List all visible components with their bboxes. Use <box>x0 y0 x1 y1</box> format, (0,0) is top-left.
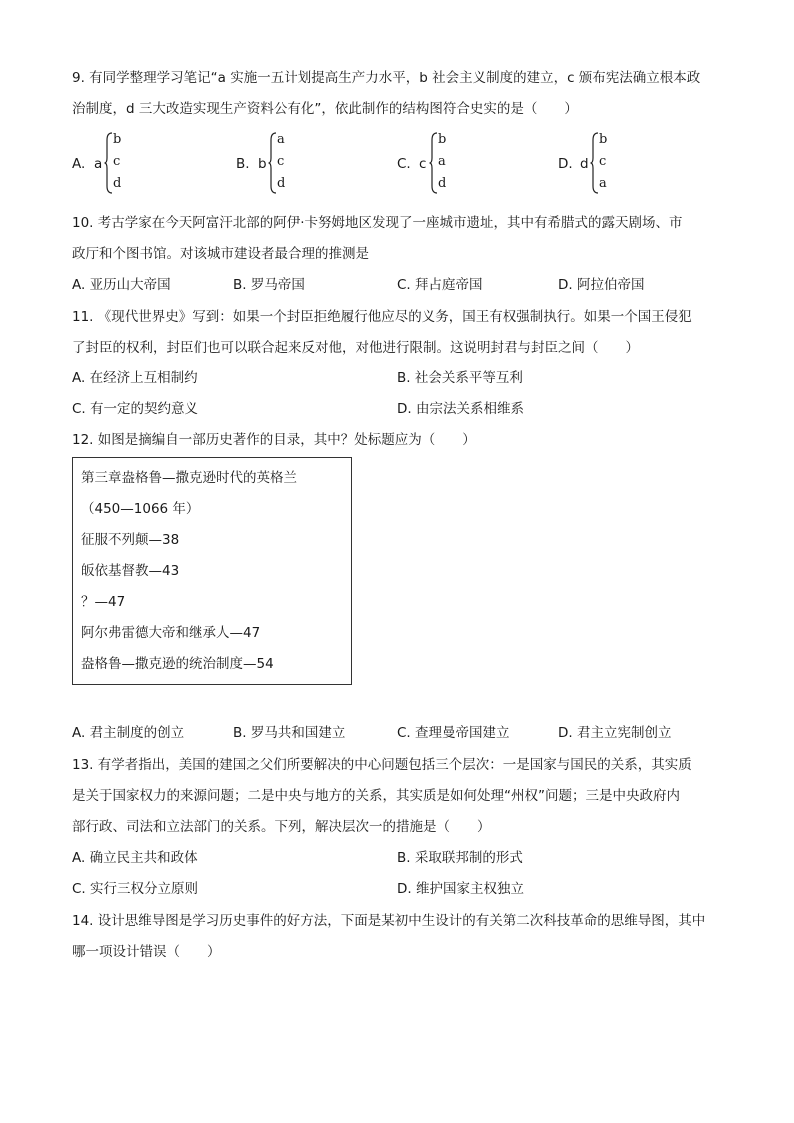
option-item: d <box>438 176 447 191</box>
q13-option-b[interactable]: B. 采取联邦制的形式 <box>397 850 523 866</box>
toc-entry: 盎格鲁—撒克逊的统治制度—54 <box>81 656 274 672</box>
q14-stem-line-2: 哪一项设计错误（ ） <box>72 944 221 960</box>
q11-option-b[interactable]: B. 社会关系平等互利 <box>397 370 523 386</box>
option-letter: D. <box>558 156 573 172</box>
option-item-list <box>599 130 607 196</box>
option-item: d <box>277 176 286 191</box>
toc-entry: 征服不列颠—38 <box>81 532 180 548</box>
q12-option-b[interactable]: B. 罗马共和国建立 <box>233 725 346 741</box>
option-item: a <box>277 132 285 147</box>
option-item: c <box>113 154 121 169</box>
q13-stem-line-1: 13. 有学者指出，美国的建国之父们所要解决的中心问题包括三个层次：一是国家与国民的关系，其实质 <box>72 757 692 773</box>
q11-option-c[interactable]: C. 有一定的契约意义 <box>72 401 199 417</box>
q13-stem-line-2: 是关于国家权力的来源问题；二是中央与地方的关系，其实质是如何处理“州权”问题；三是中央政府内 <box>72 788 680 804</box>
q11-option-a[interactable]: A. 在经济上互相制约 <box>72 370 198 386</box>
option-item-list <box>113 130 121 196</box>
option-item: b <box>113 132 122 147</box>
option-item: c <box>599 154 607 169</box>
option-item: b <box>438 132 447 147</box>
q11-option-d[interactable]: D. 由宗法关系相维系 <box>397 401 524 417</box>
toc-chapter-title: 第三章盎格鲁—撒克逊时代的英格兰 <box>81 470 297 486</box>
option-item: a <box>438 154 446 169</box>
q12-option-c[interactable]: C. 查理曼帝国建立 <box>397 725 510 741</box>
option-lead-item: d <box>580 156 589 172</box>
option-item: a <box>599 176 607 191</box>
option-letter: A. <box>72 156 86 172</box>
option-item-list <box>277 130 285 196</box>
q13-option-a[interactable]: A. 确立民主共和政体 <box>72 850 198 866</box>
toc-date-range: （450—1066 年） <box>81 501 200 517</box>
q9-stem-line-1: 9. 有同学整理学习笔记“a 实施一五计划提高生产力水平，b 社会主义制度的建立，c 颁布宪法确立根本政 <box>72 70 701 86</box>
q9-stem-line-2: 治制度，d 三大改造实现生产资料公有化”，依此制作的结构图符合史实的是（ ） <box>72 101 578 117</box>
option-letter: B. <box>236 156 250 172</box>
option-letter: C. <box>397 156 411 172</box>
option-item: b <box>599 132 608 147</box>
q10-option-b[interactable]: B. 罗马帝国 <box>233 277 305 293</box>
option-item: c <box>277 154 285 169</box>
q10-stem-line-1: 10. 考古学家在今天阿富汗北部的阿伊·卡努姆地区发现了一座城市遗址，其中有希腊式的露天剧场、市 <box>72 215 683 231</box>
option-item: d <box>113 176 122 191</box>
q13-option-c[interactable]: C. 实行三权分立原则 <box>72 881 199 897</box>
q11-stem-line-1: 11. 《现代世界史》写到：如果一个封臣拒绝履行他应尽的义务，国王有权强制执行。如果一个国王侵犯 <box>72 309 692 325</box>
q13-option-d[interactable]: D. 维护国家主权独立 <box>397 881 524 897</box>
q12-option-a[interactable]: A. 君主制度的创立 <box>72 725 185 741</box>
q14-stem-line-1: 14. 设计思维导图是学习历史事件的好方法，下面是某初中生设计的有关第二次科技革命的思维导图，其中 <box>72 913 706 929</box>
q12-stem-line-1: 12. 如图是摘编自一部历史著作的目录，其中？处标题应为（ ） <box>72 432 476 448</box>
option-lead-item: a <box>94 156 103 172</box>
q11-stem-line-2: 了封臣的权利，封臣们也可以联合起来反对他，对他进行限制。这说明封君与封臣之间（ ） <box>72 340 639 356</box>
q10-option-d[interactable]: D. 阿拉伯帝国 <box>558 277 645 293</box>
option-lead-item: c <box>419 156 427 172</box>
toc-entry-missing: ？—47 <box>81 594 126 610</box>
left-brace-icon <box>429 132 438 194</box>
q13-stem-line-3: 部行政、司法和立法部门的关系。下列，解决层次一的措施是（ ） <box>72 819 491 835</box>
left-brace-icon <box>104 132 113 194</box>
q10-option-a[interactable]: A. 亚历山大帝国 <box>72 277 171 293</box>
table-of-contents-box <box>72 457 352 685</box>
q10-stem-line-2: 政厅和个图书馆。对该城市建设者最合理的推测是 <box>72 246 369 262</box>
option-lead-item: b <box>258 156 267 172</box>
toc-entry: 皈依基督教—43 <box>81 563 180 579</box>
q10-option-c[interactable]: C. 拜占庭帝国 <box>397 277 483 293</box>
left-brace-icon <box>590 132 599 194</box>
q12-option-d[interactable]: D. 君主立宪制创立 <box>558 725 672 741</box>
option-item-list <box>438 130 446 196</box>
toc-entry: 阿尔弗雷德大帝和继承人—47 <box>81 625 261 641</box>
left-brace-icon <box>268 132 277 194</box>
